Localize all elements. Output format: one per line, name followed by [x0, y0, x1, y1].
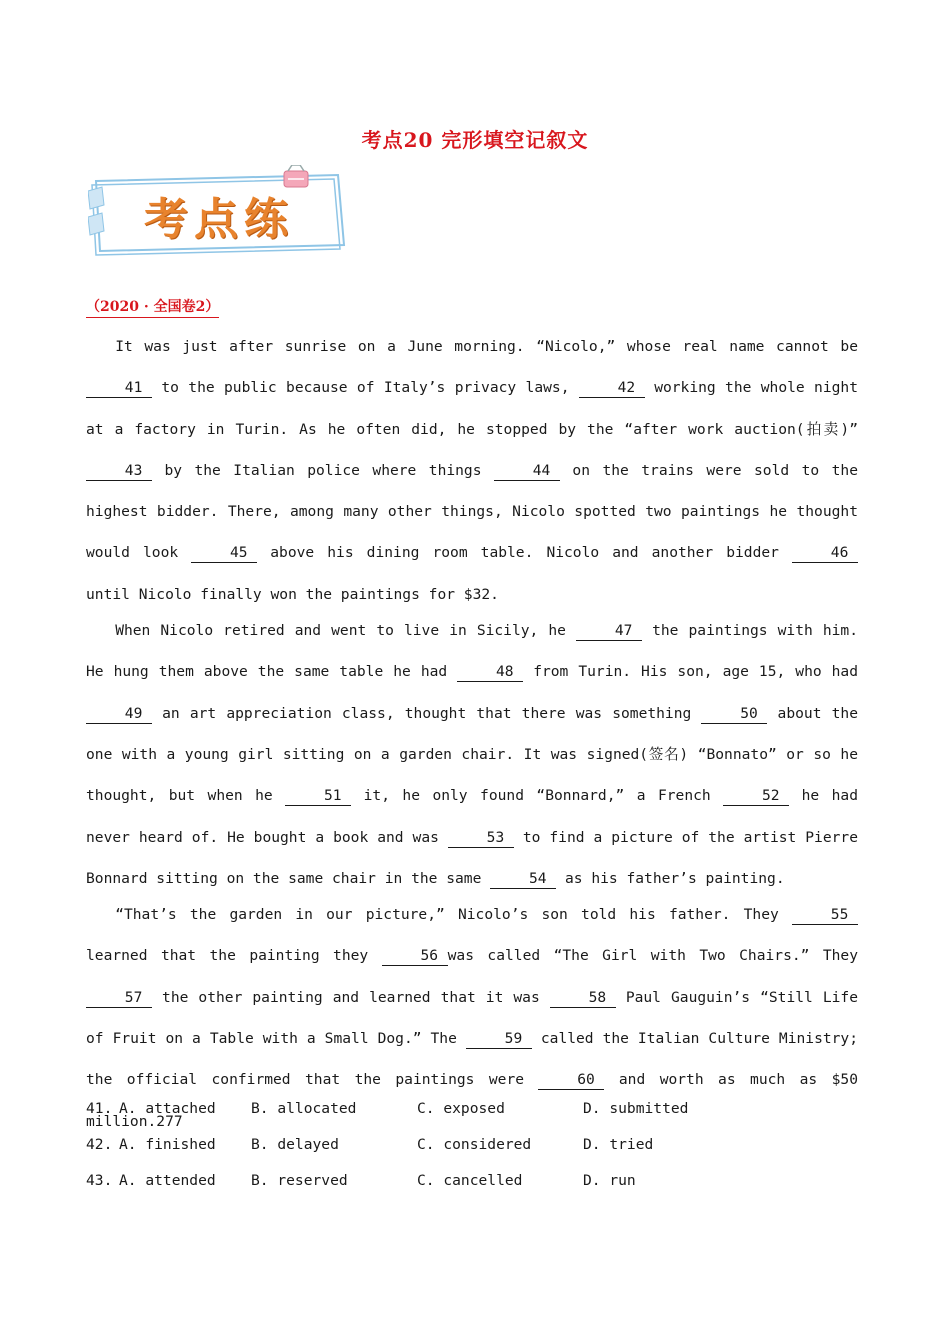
passage-text: learned that the painting they — [86, 947, 382, 965]
passage-text: and worth as much as $50 million.277 — [86, 1071, 858, 1130]
passage-text: from Turin. His son, age 15, who had — [523, 663, 859, 681]
passage-text: about the one with a young girl sitting on a garden chair. It was signed(签名) “Bonnato” or so he thought, but when he — [86, 704, 858, 805]
question-number: 42. — [86, 1136, 113, 1153]
blank-49[interactable]: 49 — [86, 705, 152, 724]
blank-54[interactable]: 54 — [490, 870, 556, 889]
passage-text: until Nicolo finally won the paintings for $32. — [86, 585, 499, 603]
section-badge — [88, 165, 350, 257]
option-b[interactable]: B. allocated — [251, 1100, 357, 1117]
passage-text: the paintings with him. He hung them above the same table he had — [86, 622, 858, 681]
passage-text: was called “The Girl with Two Chairs.” They — [447, 947, 859, 965]
paragraph-1 — [86, 326, 858, 615]
blank-45[interactable]: 45 — [191, 544, 257, 563]
blank-51[interactable]: 51 — [285, 787, 351, 806]
option-a[interactable]: A. finished — [119, 1136, 216, 1153]
option-b[interactable]: B. delayed — [251, 1136, 339, 1153]
blank-42[interactable]: 42 — [579, 379, 645, 398]
question-number: 43. — [86, 1172, 113, 1189]
blank-44[interactable]: 44 — [494, 462, 560, 481]
passage-text: called the Italian Culture Ministry; the official confirmed that the paintings were — [86, 1030, 858, 1089]
blank-58[interactable]: 58 — [550, 989, 616, 1008]
option-b[interactable]: B. reserved — [251, 1172, 348, 1189]
option-c[interactable]: C. exposed — [417, 1100, 505, 1117]
option-row-41 — [86, 1097, 858, 1133]
blank-46[interactable]: 46 — [792, 544, 858, 563]
passage-text: Paul Gauguin’s “Still Life of Fruit on a Table with a Small Dog.” The — [86, 988, 858, 1048]
passage-text: working the whole night at a factory in Turin. As he often did, he stopped by the “after work auction(拍卖)” — [86, 379, 858, 438]
passage-text: above his dining room table. Nicolo and another bidder — [257, 544, 792, 562]
question-source: （2020 · 全国卷2） — [86, 296, 219, 318]
option-a[interactable]: A. attended — [119, 1172, 216, 1189]
passage-text: on the trains were sold to the highest bidder. There, among many other things, Nicolo spotted two paintings he thought would look — [86, 461, 858, 562]
passage-text: as his father’s painting. — [556, 869, 785, 887]
passage-text: he had never heard of. He bought a book and was — [86, 787, 858, 846]
blank-50[interactable]: 50 — [701, 705, 767, 724]
option-d[interactable]: D. run — [583, 1172, 636, 1189]
badge-label: 考点练 — [144, 194, 294, 245]
page-title: 考点20 完形填空记叙文 — [361, 128, 589, 152]
question-number: 41. — [86, 1100, 113, 1117]
blank-43[interactable]: 43 — [86, 462, 152, 481]
paragraph-2 — [86, 610, 858, 899]
passage-text: It was just after sunrise on a June morning. “Nicolo,” whose real name cannot be — [115, 338, 858, 355]
passage-text: the other painting and learned that it was — [152, 988, 550, 1006]
blank-52[interactable]: 52 — [723, 787, 789, 806]
blank-55[interactable]: 55 — [792, 906, 858, 925]
option-row-42 — [86, 1133, 858, 1169]
passage-text: When Nicolo retired and went to live in Sicily, he — [115, 622, 577, 640]
blank-41[interactable]: 41 — [86, 379, 152, 398]
blank-48[interactable]: 48 — [457, 663, 523, 682]
option-a[interactable]: A. attached — [119, 1100, 216, 1117]
option-d[interactable]: D. tried — [583, 1136, 654, 1153]
option-row-43 — [86, 1169, 858, 1205]
passage-text: it, he only found “Bonnard,” a French — [351, 787, 724, 805]
blank-57[interactable]: 57 — [86, 989, 152, 1008]
option-c[interactable]: C. cancelled — [417, 1172, 523, 1189]
blank-56[interactable]: 56 — [382, 947, 448, 966]
passage-text: an art appreciation class, thought that there was something — [152, 704, 702, 722]
cloze-passage — [86, 326, 858, 1142]
answer-options — [86, 1097, 858, 1205]
blank-47[interactable]: 47 — [576, 622, 642, 641]
option-c[interactable]: C. considered — [417, 1136, 532, 1153]
passage-text: “That’s the garden in our picture,” Nicolo’s son told his father. They — [115, 906, 792, 924]
blank-59[interactable]: 59 — [466, 1030, 532, 1049]
passage-text: to the public because of Italy’s privacy laws, — [152, 379, 579, 397]
passage-text: to find a picture of the artist Pierre Bonnard sitting on the same chair in the same — [86, 828, 858, 887]
blank-60[interactable]: 60 — [538, 1071, 604, 1090]
option-d[interactable]: D. submitted — [583, 1100, 689, 1117]
blank-53[interactable]: 53 — [448, 829, 514, 848]
passage-text: by the Italian police where things — [152, 461, 494, 479]
